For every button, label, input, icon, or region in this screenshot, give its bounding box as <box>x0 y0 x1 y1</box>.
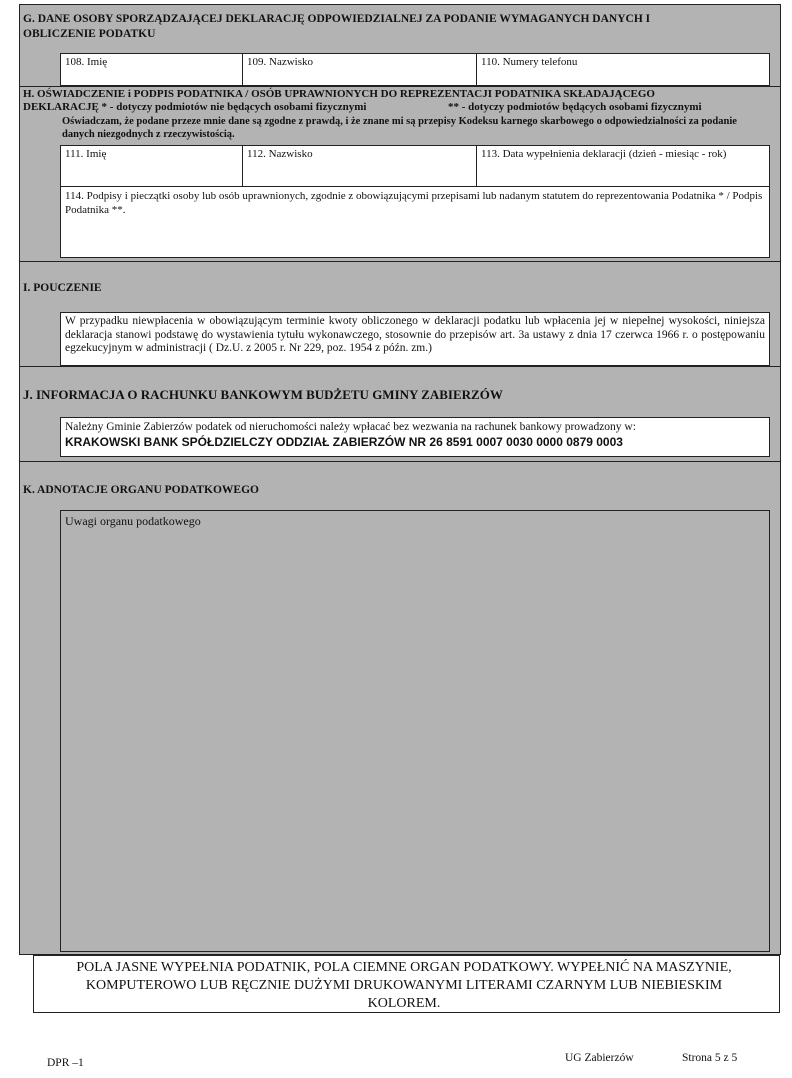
instruction-box <box>33 955 780 1013</box>
section-j <box>19 366 781 462</box>
section-k-title: K. ADNOTACJE ORGANU PODATKOWEGO <box>23 484 259 496</box>
section-i <box>19 261 781 367</box>
section-i-notice-text: W przypadku niewpłacenia w obowiązującym terminie kwoty obliczonego w deklaracji podatku lub wpłacenia jej w niepełnej wysokości, niniejsza deklaracja stanowi podstawę do wystawienia tytułu wykonawczego, stosownie do przepisów art. 3a ustawy z dnia 17 czerwca 1966 r. o postępowaniu egzekucyjnym w administracji ( Dz.U. z 2005 r. Nr 229, poz. 1954 z późn. zm.) <box>65 315 765 354</box>
section-g-title-line1: G. DANE OSOBY SPORZĄDZAJĄCEJ DEKLARACJĘ ODPOWIEDZIALNEJ ZA PODANIE WYMAGANYCH DANYCH I <box>23 13 651 25</box>
form-code: DPR –1 <box>47 1057 84 1069</box>
field-110-label: 110. Numery telefonu <box>481 56 578 68</box>
field-114-label: 114. Podpisy i pieczątki osoby lub osób uprawnionych, zgodnie z obowiązującymi przepisami lub nadanym statutem do reprezentowania Podatnika * / Podpis Podatnika **. <box>65 190 763 216</box>
section-h <box>19 86 781 262</box>
section-h-title-line2a: DEKLARACJĘ * - dotyczy podmiotów nie będących osobami fizycznymi <box>23 101 367 113</box>
section-i-title: I. POUCZENIE <box>23 282 102 294</box>
field-109-label: 109. Nazwisko <box>247 56 313 68</box>
section-j-bank-account: KRAKOWSKI BANK SPÓŁDZIELCZY ODDZIAŁ ZABIERZÓW NR 26 8591 0007 0030 0000 0879 0003 <box>65 435 623 449</box>
field-108-label: 108. Imię <box>65 56 108 68</box>
section-g <box>19 4 781 87</box>
field-112-last-name[interactable] <box>242 145 477 187</box>
field-110-phone[interactable] <box>476 53 770 86</box>
page-number: Strona 5 z 5 <box>682 1052 738 1064</box>
field-111-first-name[interactable] <box>60 145 243 187</box>
field-112-label: 112. Nazwisko <box>247 148 313 160</box>
section-j-title: J. INFORMACJA O RACHUNKU BANKOWYM BUDŻETU GMINY ZABIERZÓW <box>23 387 503 402</box>
field-109-last-name[interactable] <box>242 53 477 86</box>
section-k <box>19 461 781 955</box>
field-114-signature[interactable] <box>60 186 770 258</box>
section-h-statement: Oświadczam, że podane przeze mnie dane są zgodne z prawdą, i że znane mi są przepisy Kodeksu karnego skarbowego o odpowiedzialności za podanie danych niezgodnych z rzeczywistością. <box>62 116 737 140</box>
remarks-field[interactable] <box>60 510 770 952</box>
field-108-first-name[interactable] <box>60 53 243 86</box>
section-g-title-line2: OBLICZENIE PODATKU <box>23 28 156 40</box>
section-j-bank-box <box>60 417 770 457</box>
remarks-label: Uwagi organu podatkowego <box>65 514 201 528</box>
office-name: UG Zabierzów <box>565 1052 634 1064</box>
field-113-label: 113. Data wypełnienia deklaracji (dzień - miesiąc - rok) <box>481 148 727 160</box>
section-i-notice-box <box>60 312 770 366</box>
section-j-text: Należny Gminie Zabierzów podatek od nieruchomości należy wpłacać bez wezwania na rachunek bankowy prowadzony w: <box>65 421 636 433</box>
instruction-text: POLA JASNE WYPEŁNIA PODATNIK, POLA CIEMNE ORGAN PODATKOWY. WYPEŁNIĆ NA MASZYNIE, KOMPUTEROWO LUB RĘCZNIE DUŻYMI DRUKOWANYMI LITERAMI CZARNYM LUB NIEBIESKIM KOLOREM. <box>76 960 732 1011</box>
field-113-date[interactable] <box>476 145 770 187</box>
section-h-title-line2b: ** - dotyczy podmiotów będących osobami fizycznymi <box>448 101 702 113</box>
section-h-title-line1: H. OŚWIADCZENIE i PODPIS PODATNIKA / OSÓB UPRAWNIONYCH DO REPREZENTACJI PODATNIKA SKŁADAJĄCEGO <box>23 88 655 100</box>
field-111-label: 111. Imię <box>65 148 107 160</box>
